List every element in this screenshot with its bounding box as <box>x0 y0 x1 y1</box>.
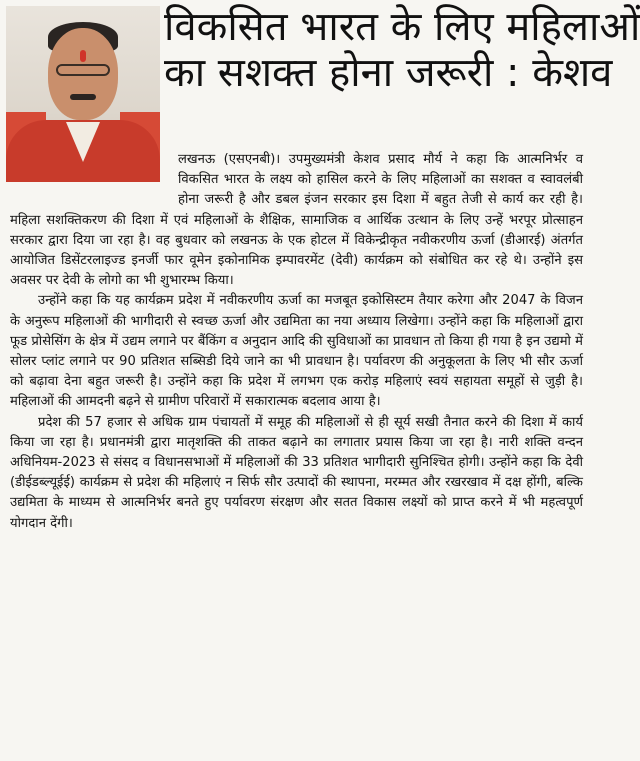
headline <box>164 4 640 96</box>
paragraph-1: लखनऊ (एसएनबी)। उपमुख्यमंत्री केशव प्रसाद मौर्य ने कहा कि आत्मनिर्भर व विकसित भारत के लक्ष्य को हासिल करने के लिए महिलाओं का सशक्त व स्वावलंबी होना जरूरी है और डबल इंजन सरकार इस दिशा में बहुत तेजी से कार्य कर रही है। महिला सशक्तिकरण की दिशा में एवं महिलाओं के शैक्षिक, सामाजिक व आर्थिक उत्थान के लिए उन्हें भरपूर प्रोत्साहन सरकार द्वारा दिया जा रहा है। वह बुधवार को लखनऊ के एक होटल में विकेन्द्रीकृत नवीकरणीय ऊर्जा (डीआरई) अंतर्गत आयोजित डिसेंटरलाइज्ड इनर्जी फार वूमेन इकोनामिक इम्पावरमेंट (देवी) कार्यक्रम को संबोधित कर रहे थे। उन्होंने इस अवसर पर देवी के लोगो का भी शुभारम्भ किया। <box>10 152 583 289</box>
paragraph-3: प्रदेश की 57 हजार से अधिक ग्राम पंचायतों में समूह की महिलाओं से ही सूर्य सखी तैनात करने की दिशा में कार्य किया जा रहा है। प्रधानमंत्री द्वारा मातृशक्ति की ताकत बढ़ाने का लगातार प्रयास किया जा रहा है। नारी शक्ति वन्दन अधिनियम-2023 से संसद व विधानसभाओं में महिलाओं की 33 प्रतिशत भागीदारी सुनिश्चित होगी। उन्होंने कहा कि देवी (डीईडब्ल्यूईई) कार्यक्रम से प्रदेश की महिलाएं न सिर्फ सौर उत्पादों की स्थापना, मरम्मत और रखरखाव में दक्ष होंगी, बल्कि उद्यमिता के माध्यम से आत्मनिर्भर बनते हुए पर्यावरण संरक्षण और सतत विकास लक्ष्यों को प्राप्त करने में भी महत्वपूर्ण योगदान देंगी। <box>10 414 583 531</box>
headline-line-2: का सशक्त होना जरूरी : केशव <box>164 50 613 96</box>
headline-line-1: विकसित भारत के लिए महिलाओं <box>164 4 640 50</box>
paragraph-2: उन्होंने कहा कि यह कार्यक्रम प्रदेश में नवीकरणीय ऊर्जा का मजबूत इकोसिस्टम तैयार करेगा और 2047 के विजन के अनुरूप महिलाओं की भागीदारी से स्वच्छ ऊर्जा और उद्यमिता का नया अध्याय लिखेगा। उन्होंने कहा कि महिलाओं द्वारा फूड प्रोसेसिंग के क्षेत्र में उद्यम लगाने पर बैंकिंग व अनुदान आदि की सुविधाओं का प्रावधान तो किया ही गया है इन उद्यमो में सोलर प्लांट लगाने पर 90 प्रतिशत सब्सिडी दिये जाने का भी प्रावधान है। पर्यावरण की अनुकूलता के लिए भी सौर ऊर्जा को बढ़ावा देना बहुत जरूरी है। उन्होंने कहा कि प्रदेश में लगभग एक करोड़ महिलाएं स्वयं सहायता समूहों से जुड़ी है। महिलाओं की आमदनी बढ़ने से ग्रामीण परिवारों में सकारात्मक बदलाव आया है। <box>10 293 583 410</box>
article-body <box>10 150 583 534</box>
